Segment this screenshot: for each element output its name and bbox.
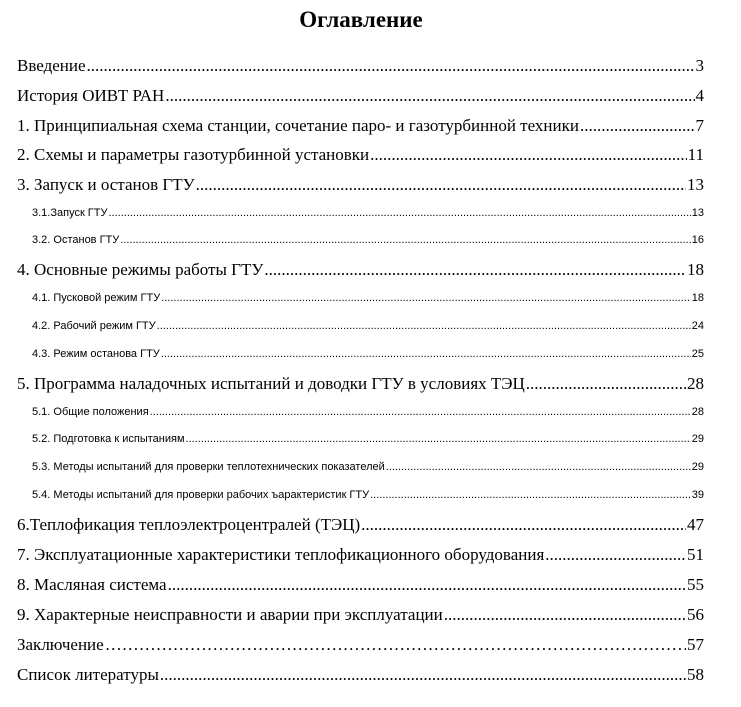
toc-entry[interactable] bbox=[17, 634, 704, 656]
dot-leader bbox=[165, 85, 694, 107]
dot-leader bbox=[108, 205, 690, 221]
toc-entry-label: 7. Эксплуатационные характеристики теплофикационного оборудования bbox=[17, 545, 545, 564]
toc-entry-label: 1. Принципиальная схема станции, сочетание паро- и газотурбинной техники bbox=[17, 116, 579, 135]
toc-entry[interactable] bbox=[17, 544, 704, 566]
dot-leader bbox=[545, 544, 686, 566]
toc-entry-page: 28 bbox=[691, 406, 704, 418]
toc-entry-page: 57 bbox=[687, 635, 704, 654]
toc-entry[interactable] bbox=[17, 664, 704, 686]
toc-entry-page: 11 bbox=[687, 145, 704, 164]
toc-entry-label: Заключение bbox=[17, 635, 104, 654]
toc-entry[interactable] bbox=[17, 115, 704, 137]
dot-leader bbox=[168, 574, 686, 596]
toc-entry-page: 7 bbox=[695, 116, 704, 135]
toc-entry-label: 5.4. Методы испытаний для проверки рабочих ъарактеристик ГТУ bbox=[32, 489, 370, 501]
dot-leader bbox=[264, 259, 686, 281]
dot-leader bbox=[361, 514, 686, 536]
toc-entry-page: 16 bbox=[691, 234, 704, 246]
dot-leader bbox=[444, 604, 686, 626]
toc-entry-page: 18 bbox=[691, 292, 704, 304]
page-title: Оглавление bbox=[299, 7, 423, 32]
toc-subentry[interactable] bbox=[17, 487, 704, 503]
toc-entry-page: 29 bbox=[691, 433, 704, 445]
toc-entry-page: 58 bbox=[687, 665, 704, 684]
toc-entry-page: 55 bbox=[687, 575, 704, 594]
toc-entry-page: 29 bbox=[691, 461, 704, 473]
dot-leader bbox=[150, 404, 691, 420]
toc-entry-page: 47 bbox=[687, 515, 704, 534]
toc-entry[interactable] bbox=[17, 514, 704, 536]
toc-entry-page: 25 bbox=[691, 348, 704, 360]
dot-leader bbox=[370, 487, 691, 503]
toc-entry-label: 4.2. Рабочий режим ГТУ bbox=[32, 320, 156, 332]
toc-entry-label: Введение bbox=[17, 56, 86, 75]
dot-leader bbox=[157, 318, 691, 334]
toc-subentry[interactable] bbox=[17, 232, 704, 248]
toc-subentry[interactable] bbox=[17, 346, 704, 362]
toc-subentry[interactable] bbox=[17, 318, 704, 334]
dot-leader bbox=[580, 115, 695, 137]
toc-entry-page: 13 bbox=[691, 207, 704, 219]
toc-entry-label: 8. Масляная система bbox=[17, 575, 167, 594]
dot-leader bbox=[526, 373, 686, 395]
toc-entry-label: 9. Характерные неисправности и аварии при эксплуатации bbox=[17, 605, 443, 624]
toc-entry[interactable] bbox=[17, 85, 704, 107]
dot-leader bbox=[161, 290, 691, 306]
toc-subentry[interactable] bbox=[17, 404, 704, 420]
toc-entry[interactable] bbox=[17, 574, 704, 596]
toc-entry-label: 3.1.Запуск ГТУ bbox=[32, 207, 108, 219]
toc-entry-page: 56 bbox=[687, 605, 704, 624]
toc-entry-label: 4.1. Пусковой режим ГТУ bbox=[32, 292, 161, 304]
toc-entry-label: 6.Теплофикация теплоэлектроцентралей (ТЭЦ) bbox=[17, 515, 361, 534]
toc-entry-label: Список литературы bbox=[17, 665, 159, 684]
toc-entry-label: 4.3. Режим останова ГТУ bbox=[32, 348, 160, 360]
toc-subentry[interactable] bbox=[17, 205, 704, 221]
toc-entry-page: 39 bbox=[691, 489, 704, 501]
toc-entry-label: 5.1. Общие положения bbox=[32, 406, 149, 418]
dot-leader bbox=[161, 346, 691, 362]
toc-entry[interactable] bbox=[17, 604, 704, 626]
toc-entry[interactable] bbox=[17, 259, 704, 281]
dot-leader bbox=[120, 232, 691, 248]
dot-leader bbox=[370, 144, 686, 166]
toc-entry-label: 3. Запуск и останов ГТУ bbox=[17, 175, 195, 194]
toc-entry[interactable] bbox=[17, 55, 704, 77]
dot-leader bbox=[160, 664, 686, 686]
dot-leader bbox=[105, 634, 686, 656]
toc-entry-page: 4 bbox=[695, 86, 704, 105]
toc-subentry[interactable] bbox=[17, 290, 704, 306]
toc-entry-page: 3 bbox=[695, 56, 704, 75]
toc-entry-page: 51 bbox=[687, 545, 704, 564]
toc-entry[interactable] bbox=[17, 373, 704, 395]
toc-entry-label: 5.3. Методы испытаний для проверки теплотехнических показателей bbox=[32, 461, 385, 473]
dot-leader bbox=[186, 431, 691, 447]
toc-entry-page: 13 bbox=[687, 175, 704, 194]
toc-entry-label: 2. Схемы и параметры газотурбинной установки bbox=[17, 145, 370, 164]
toc-entry-label: 4. Основные режимы работы ГТУ bbox=[17, 260, 264, 279]
toc-entry-page: 18 bbox=[687, 260, 704, 279]
toc-subentry[interactable] bbox=[17, 431, 704, 447]
toc-entry-label: 3.2. Останов ГТУ bbox=[32, 234, 120, 246]
toc-entry[interactable] bbox=[17, 174, 704, 196]
toc-subentry[interactable] bbox=[17, 459, 704, 475]
toc-entry-label: 5. Программа наладочных испытаний и доводки ГТУ в условиях ТЭЦ bbox=[17, 374, 525, 393]
toc-entry-page: 24 bbox=[691, 320, 704, 332]
toc-entry[interactable] bbox=[17, 144, 704, 166]
dot-leader bbox=[87, 55, 695, 77]
dot-leader bbox=[386, 459, 691, 475]
toc-entry-label: 5.2. Подготовка к испытаниям bbox=[32, 433, 185, 445]
toc-entry-label: История ОИВТ РАН bbox=[17, 86, 165, 105]
toc-entry-page: 28 bbox=[687, 374, 704, 393]
dot-leader bbox=[196, 174, 686, 196]
